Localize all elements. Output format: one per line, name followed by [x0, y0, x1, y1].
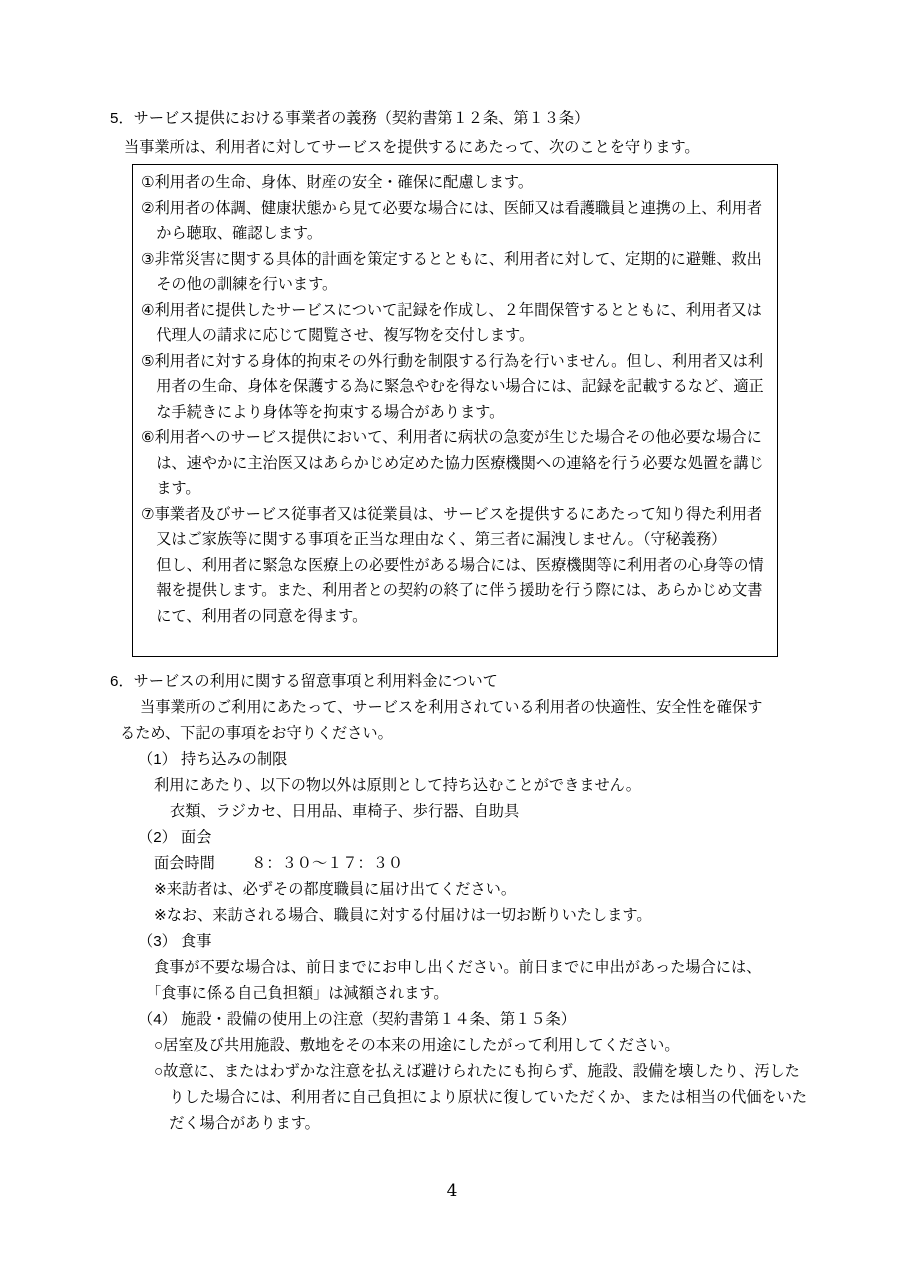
obligation-item-6: ⑥利用者へのサービス提供において、利用者に病状の急変が生じた場合その他必要な場合には、速やかに主治医又はあらかじめ定めた協力医療機関への連絡を行う必要な処置を講じます。	[141, 429, 764, 497]
obligation-item-5: ⑤利用者に対する身体的拘束その外行動を制限する行為を行いません。但し、利用者又は利用者の生命、身体を保護する為に緊急やむを得ない場合には、記録を記載するなど、適正な手続きにより身体等を拘束する場合があります。	[141, 352, 764, 421]
visitor-note-1: ※来訪者は、必ずその都度職員に届け出てください。	[154, 881, 517, 898]
meal-cancellation-text: 食事が不要な場合は、前日までにお申し出ください。前日までに申出があった場合には、「食事に係る自己負担額」は減額されます。	[146, 959, 762, 1002]
subsection-2-title: （2） 面会	[138, 829, 212, 846]
visiting-hours-value: ８：３０～１７：３０	[251, 855, 404, 872]
visitor-note-2: ※なお、来訪される場合、職員に対する付届けは一切お断りいたします。	[154, 907, 652, 924]
obligation-item-7-note: 但し、利用者に緊急な医療上の必要性がある場合には、医療機関等に利用者の心身等の情報を提供します。また、利用者との契約の終了に伴う援助を行う際には、あらかじめ文書にて、利用者の同意を得ます。	[156, 556, 764, 625]
page-number: 4	[446, 1181, 458, 1201]
obligation-item-3: ③非常災害に関する具体的計画を策定するとともに、利用者に対して、定期的に避難、救出その他の訓練を行います。	[141, 250, 762, 293]
section6-heading: 6．サービスの利用に関する留意事項と利用料金について	[110, 673, 498, 690]
subsection-4-facility-use	[0, 1007, 904, 1137]
obligation-item-2: ②利用者の体調、健康状態から見て必要な場合には、医師又は看護職員と連携の上、利用者から聴取、確認します。	[141, 199, 763, 242]
section5-intro: 当事業所は、利用者に対してサービスを提供するにあたって、次のことを守ります。	[124, 139, 700, 156]
subsection-3-title: （3） 食事	[138, 933, 212, 950]
subsection-1-carry-in-limits	[0, 747, 904, 825]
section-5	[0, 108, 904, 657]
obligation-item-4: ④利用者に提供したサービスについて記録を作成し、２年間保管するとともに、利用者又は代理人の請求に応じて閲覧させ、複写物を交付します。	[141, 301, 762, 344]
visiting-hours-line	[154, 851, 904, 877]
carry-in-rule: 利用にあたり、以下の物以外は原則として持ち込むことができません。	[154, 777, 641, 794]
section-6	[0, 669, 904, 1137]
visiting-hours-label: 面会時間	[154, 855, 215, 872]
section6-intro: 当事業所のご利用にあたって、サービスを利用されている利用者の快適性、安全性を確保するため、下記の事項をお守りください。	[120, 699, 763, 742]
subsection-1-title: （1） 持ち込みの制限	[138, 751, 288, 768]
obligation-item-7: ⑦事業者及びサービス従事者又は従業員は、サービスを提供するにあたって知り得た利用者又はご家族等に関する事項を正当な理由なく、第三者に漏洩しません。（守秘義務）	[141, 505, 763, 548]
allowed-items-list: 衣類、ラジカセ、日用品、車椅子、歩行器、自助具	[170, 803, 520, 820]
subsection-4-title: （4） 施設・設備の使用上の注意（契約書第１４条、第１５条）	[138, 1011, 576, 1028]
obligations-box	[132, 164, 778, 657]
facility-bullet-1: ○居室及び共用施設、敷地をその本来の用途にしたがって利用してください。	[154, 1037, 680, 1054]
subsection-3-meals	[0, 929, 904, 1007]
section5-heading: 5．サービス提供における事業者の義務（契約書第１２条、第１３条）	[110, 110, 590, 127]
subsection-2-visits	[0, 825, 904, 929]
obligation-item-1: ①利用者の生命、身体、財産の安全・確保に配慮します。	[141, 174, 534, 191]
facility-bullet-2: ○故意に、またはわずかな注意を払えば避けられたにも拘らず、施設、設備を壊したり、汚したりした場合には、利用者に自己負担により原状に復していただくか、または相当の代価をいただく場合があります。	[154, 1063, 808, 1132]
